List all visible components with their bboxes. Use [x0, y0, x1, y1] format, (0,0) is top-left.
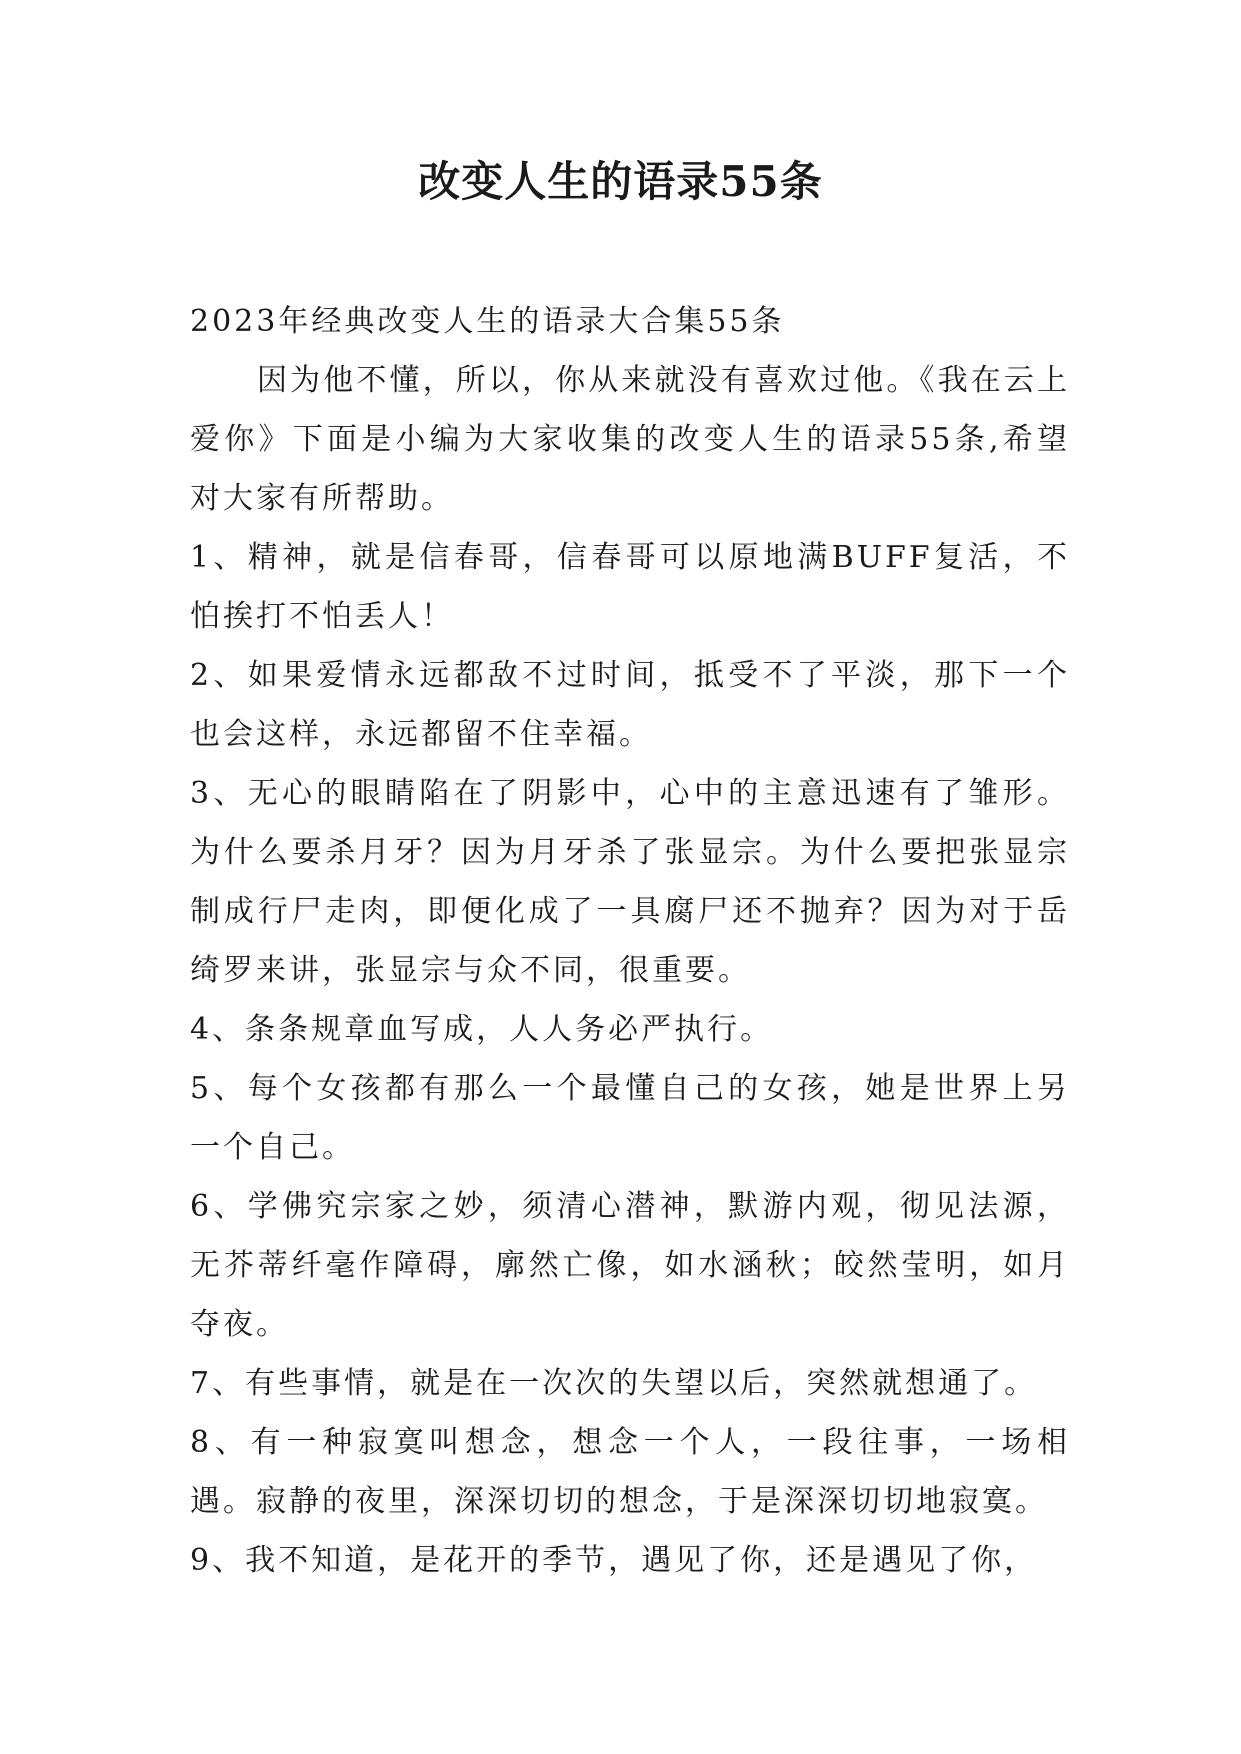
quote-item-8: 8、有一种寂寞叫想念，想念一个人，一段往事，一场相遇。寂静的夜里，深深切切的想念，于是深深切切地寂寞。	[190, 1425, 1070, 1519]
quote-item-5: 5、每个女孩都有那么一个最懂自己的女孩，她是世界上另一个自己。	[190, 1071, 1070, 1165]
quote-item-7: 7、有些事情，就是在一次次的失望以后，突然就想通了。	[190, 1366, 1038, 1401]
quote-item-2: 2、如果爱情永远都敌不过时间，抵受不了平淡，那下一个也会这样，永远都留不住幸福。	[190, 658, 1070, 752]
quote-item-4: 4、条条规章血写成，人人务必严执行。	[190, 1012, 774, 1047]
document-subtitle: 2023年经典改变人生的语录大合集55条	[190, 304, 785, 339]
document-body	[190, 292, 1070, 1590]
document-title: 改变人生的语录55条	[418, 157, 823, 206]
quote-item-6: 6、学佛究宗家之妙，须清心潜神，默游内观，彻见法源，无芥蒂纤毫作障碍，廓然亡像，如水涵秋；皎然莹明，如月夺夜。	[190, 1189, 1070, 1342]
intro-paragraph: 因为他不懂，所以，你从来就没有喜欢过他。《我在云上爱你》下面是小编为大家收集的改变人生的语录55条,希望对大家有所帮助。	[190, 363, 1070, 516]
quote-item-1: 1、精神，就是信春哥，信春哥可以原地满BUFF复活，不怕挨打不怕丢人！	[190, 540, 1070, 634]
quote-item-9: 9、我不知道，是花开的季节，遇见了你，还是遇见了你，	[190, 1543, 1038, 1578]
quote-item-3: 3、无心的眼睛陷在了阴影中，心中的主意迅速有了雏形。为什么要杀月牙？因为月牙杀了张显宗。为什么要把张显宗制成行尸走肉，即便化成了一具腐尸还不抛弃？因为对于岳绮罗来讲，张显宗与众不同，很重要。	[190, 776, 1070, 988]
